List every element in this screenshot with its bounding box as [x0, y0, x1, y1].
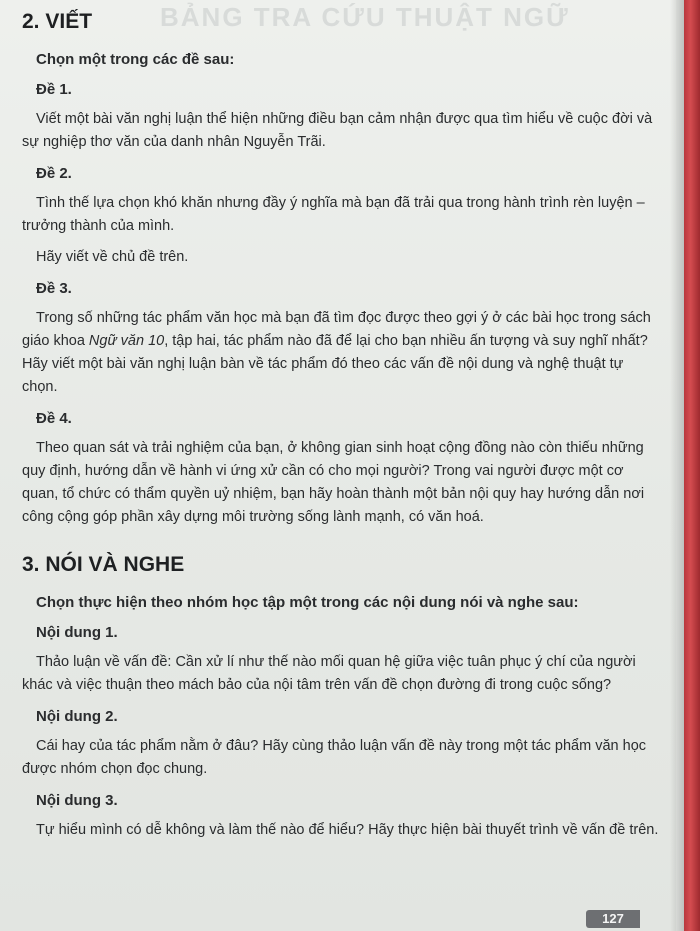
- section-noi-va-nghe: [22, 551, 662, 842]
- section-heading-noi-va-nghe: [22, 551, 662, 579]
- section-heading-viet: [22, 8, 662, 36]
- topic-text-de-3-part2: , tập hai, tác phẩm nào đã để lại cho bạn nhiều ấn tượng và suy nghĩ nhất? Hãy viết một bài văn nghị luận bàn về tác phẩm đó theo các vấn đề nội dung và nghệ thuật tự chọn.: [22, 333, 648, 395]
- section-viet: [22, 8, 662, 529]
- topic-text-de-3-part1: Trong số những tác phẩm văn học mà bạn đã tìm đọc được theo gợi ý ở các bài học trong sách giáo khoa: [22, 310, 651, 349]
- faded-watermark-heading: BẢNG TRA CỨU THUẬT NGỮ: [160, 2, 570, 32]
- page-content: [22, 8, 662, 842]
- book-title-italic: Ngữ văn 10: [88, 333, 165, 349]
- topic-label-de-3: Đề 3.: [36, 280, 72, 297]
- topic-text-de-3: [22, 307, 662, 399]
- topic-label-de-1: Đề 1.: [36, 81, 72, 98]
- topic-text-de-4: Theo quan sát và trải nghiệm của bạn, ở không gian sinh hoạt cộng đồng nào còn thiếu những quy định, hướng dẫn về hành vi ứng xử cần có cho mọi người? Trong vai người được một cơ quan, tổ chức có thẩm quyền uỷ nhiệm, bạn hãy hoàn thành một bản nội quy hay hướng dẫn nơi công cộng góp phần xây dựng môi trường sống lành mạnh, có văn hoá.: [22, 440, 645, 525]
- topic-label-de-4: Đề 4.: [36, 410, 72, 427]
- section-prompt: Chọn một trong các đề sau:: [36, 51, 235, 68]
- section-title: NÓI VÀ NGHE: [45, 553, 185, 576]
- topic-text-de-2-task: Hãy viết về chủ đề trên.: [36, 249, 189, 265]
- content-text-1: Thảo luận về vấn đề: Cần xử lí như thế nào mối quan hệ giữa việc tuân phục ý chí của người khác và việc thuận theo mách bảo của nội tâm trên vấn đề chọn đường đi trong cuộc sống?: [22, 654, 636, 693]
- content-text-3: Tự hiểu mình có dễ không và làm thế nào để hiểu? Hãy thực hiện bài thuyết trình về vấn đề trên.: [36, 822, 659, 838]
- book-cover-edge: [684, 0, 700, 931]
- content-text-2: Cái hay của tác phẩm nằm ở đâu? Hãy cùng thảo luận vấn đề này trong một tác phẩm văn học được nhóm chọn đọc chung.: [22, 738, 647, 777]
- topic-text-de-1: Viết một bài văn nghị luận thể hiện những điều bạn cảm nhận được qua tìm hiểu về cuộc đời và sự nghiệp thơ văn của danh nhân Nguyễn Trãi.: [22, 111, 653, 150]
- content-label-2: Nội dung 2.: [36, 708, 118, 725]
- section-title: VIẾT: [45, 10, 93, 33]
- topic-label-de-2: Đề 2.: [36, 165, 72, 182]
- content-label-3: Nội dung 3.: [36, 792, 118, 809]
- content-label-1: Nội dung 1.: [36, 624, 118, 641]
- section-number: 2.: [22, 10, 40, 33]
- topic-text-de-2: Tình thế lựa chọn khó khăn nhưng đầy ý nghĩa mà bạn đã trải qua trong hành trình rèn luyện – trưởng thành của mình.: [22, 195, 645, 234]
- page-number-tab: 127: [586, 910, 640, 928]
- section-prompt: Chọn thực hiện theo nhóm học tập một trong các nội dung nói và nghe sau:: [36, 594, 579, 611]
- section-number: 3.: [22, 553, 40, 576]
- page-edge-shadow: [670, 0, 684, 931]
